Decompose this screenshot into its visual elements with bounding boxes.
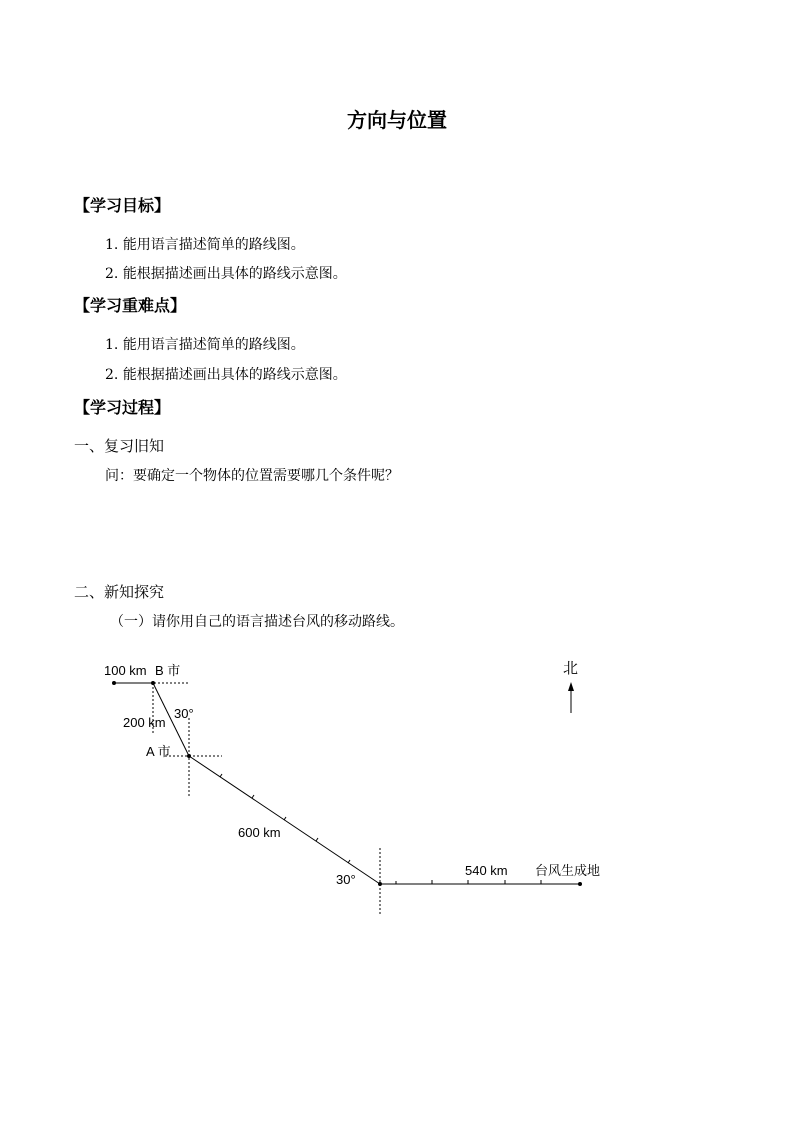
- distance-label-540km: 540 km: [465, 863, 508, 878]
- origin-point: [578, 882, 582, 886]
- turning-point: [378, 882, 382, 886]
- distance-label-100km: 100 km: [104, 663, 147, 678]
- b-city-point: [151, 681, 155, 685]
- goals-item-1-text: 能用语言描述简单的路线图。: [122, 237, 305, 253]
- route-end-point: [112, 681, 116, 685]
- goals-item-2-text: 能根据描述画出具体的路线示意图。: [122, 266, 347, 282]
- goals-heading: 【学习目标】: [74, 196, 171, 215]
- tick-mark: [316, 838, 318, 841]
- tick-mark: [252, 795, 254, 798]
- distance-label-200km: 200 km: [123, 715, 166, 730]
- review-title: 一、复习旧知: [74, 437, 165, 455]
- key-points-item-2-num: 2.: [105, 367, 119, 383]
- a-city-point: [187, 754, 191, 758]
- explore-task: （一）请你用自己的语言描述台风的移动路线。: [110, 614, 404, 630]
- key-points-heading: 【学习重难点】: [74, 296, 187, 315]
- key-points-item-2-text: 能根据描述画出具体的路线示意图。: [122, 367, 347, 383]
- goals-item-1-num: 1.: [105, 237, 119, 253]
- key-points-item-1-text: 能用语言描述简单的路线图。: [122, 337, 305, 353]
- distance-label-600km: 600 km: [238, 825, 281, 840]
- process-heading: 【学习过程】: [74, 398, 171, 417]
- page-title: 方向与位置: [347, 108, 447, 132]
- key-points-item-1-num: 1.: [105, 337, 119, 353]
- tick-mark: [348, 860, 350, 863]
- explore-title: 二、新知探究: [74, 583, 165, 601]
- a-city-label: A 市: [146, 744, 171, 759]
- goals-item-2-num: 2.: [105, 266, 119, 282]
- tick-mark: [284, 817, 286, 820]
- north-arrow-icon: [568, 682, 574, 691]
- b-city-label: B 市: [155, 663, 181, 678]
- angle-label-origin: 30°: [336, 872, 356, 887]
- tick-mark: [220, 774, 222, 777]
- north-label: 北: [563, 660, 579, 677]
- review-question: 问：要确定一个物体的位置需要哪几个条件呢？: [105, 468, 399, 484]
- origin-label: 台风生成地: [535, 863, 601, 878]
- angle-label-a: 30°: [174, 706, 194, 721]
